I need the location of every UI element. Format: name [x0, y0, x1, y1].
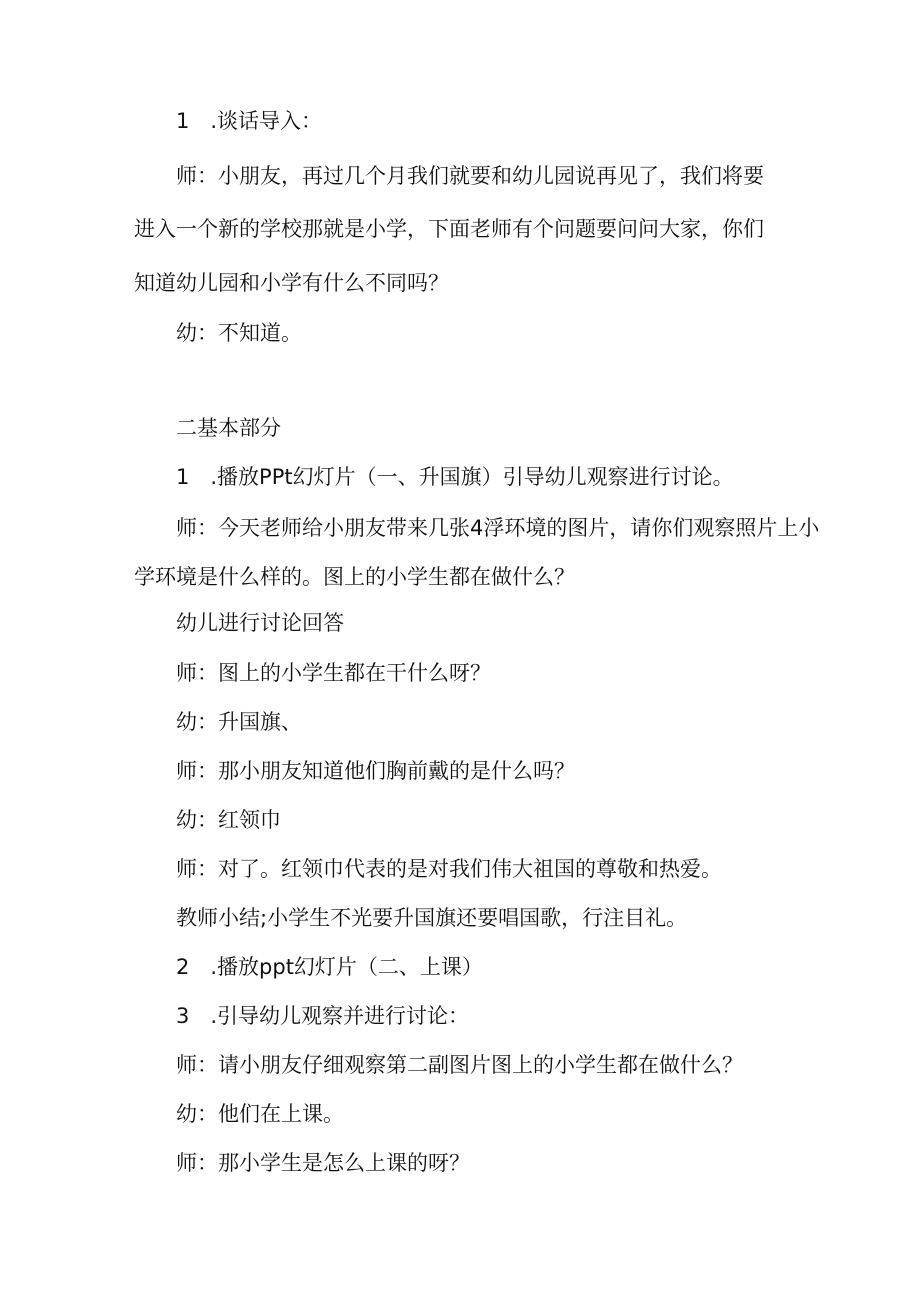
paragraph-line: 师：图上的小学生都在干什么呀？ [176, 661, 491, 685]
list-item: 3 .引导幼儿观察并进行讨论： [176, 1004, 470, 1028]
paragraph-line: 师：请小朋友仔细观察第二副图片图上的小学生都在做什么？ [176, 1053, 743, 1077]
paragraph-line: 幼：升国旗、 [176, 710, 302, 734]
paragraph-line: 师：今天老师给小朋友带来几张4浮环境的图片，请你们观察照片上小 [176, 516, 820, 540]
paragraph-line: 幼：红领巾 [176, 808, 281, 832]
paragraph-line: 师：那小朋友知道他们胸前戴的是什么吗？ [176, 759, 575, 783]
list-item: 1 .播放PPt幻灯片（一、升国旗）引导幼儿观察进行讨论。 [176, 465, 734, 489]
paragraph-line: 幼儿进行讨论回答 [176, 611, 344, 635]
paragraph-line: 师：对了。红领巾代表的是对我们伟大祖国的尊敬和热爱。 [176, 857, 722, 881]
section-heading-basic-part: 二基本部分 [176, 416, 281, 440]
list-item: 2 .播放ppt幻灯片（二、上课） [176, 955, 483, 979]
paragraph-line: 进入一个新的学校那就是小学，下面老师有个问题要问问大家，你们 [134, 217, 764, 241]
paragraph-line: 学环境是什么样的。图上的小学生都在做什么？ [134, 565, 575, 589]
paragraph-line: 幼：不知道。 [176, 321, 302, 345]
section-heading-talk-intro: 1 .谈话导入： [176, 109, 323, 133]
paragraph-line: 师：那小学生是怎么上课的呀？ [176, 1151, 470, 1175]
paragraph-line: 幼：他们在上课。 [176, 1102, 344, 1126]
paragraph-line: 教师小结;小学生不光要升国旗还要唱国歌，行注目礼。 [176, 906, 688, 930]
paragraph-line: 知道幼儿园和小学有什么不同吗？ [134, 271, 449, 295]
paragraph-line: 师：小朋友，再过几个月我们就要和幼儿园说再见了，我们将要 [176, 164, 764, 188]
